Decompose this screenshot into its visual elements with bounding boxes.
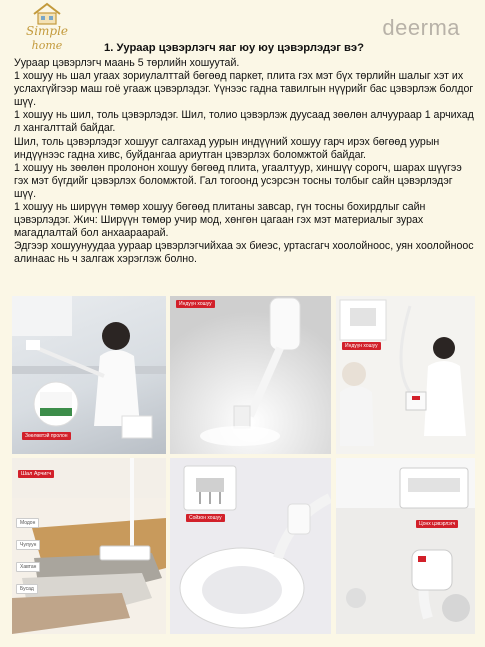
- tag-floor-type: Модон: [16, 518, 39, 528]
- photo-kitchen-cleaning: [12, 296, 166, 454]
- photo-window-cleaning: [336, 458, 475, 634]
- photo-toilet-cleaning: [170, 458, 331, 634]
- tag-wire-brush: Сойзон хошуу: [186, 514, 225, 522]
- paragraph: Эдгээр хошуунуудаа уураар цэвэрлэгчийхаа эх биеэс, уртасгагч хоолойноос, уян хоолойноос алинаас нь ч залгаж хэрэглэж болно.: [14, 240, 474, 266]
- photo-garment-steam: [336, 296, 475, 454]
- house-icon: [32, 2, 62, 26]
- tag-floor-brush: Шал Арчигч: [18, 470, 54, 478]
- paragraph: Шил, толь цэвэрлэдэг хошууг салгахад уурын индүүний хошуу гарч ирэх бөгөөд уурын индүүнээс гадна хивс, буйдангаа ариутган цэвэрлэх боломжтой байдаг.: [14, 135, 440, 161]
- paragraph: 1 хошуу нь зөөлөн пролонон хошуу бөгөөд плита, угаалтуур, хиншүү сорогч, шарах шүүгээ гэх мэт бүгдийг цэвэрлэх боломжтой. Гал тогоонд усэрсэн тосны толбыг сайн цэвэрлэдэг шүү.: [14, 161, 462, 200]
- tag-iron-head: Индүүн хошуу: [176, 300, 215, 308]
- logo-text-line1: Simple: [25, 24, 69, 38]
- page-title: 1. Уураар цэвэрлэгч яаг юу юу цэвэрлэдэг вэ?: [104, 42, 364, 54]
- photo-carpet-steam: [170, 296, 331, 454]
- logo-text-line2: home: [31, 39, 63, 52]
- tag-iron-head-2: Индүүн хошуу: [342, 342, 381, 350]
- paragraph: Уураар цэвэрлэгч маань 5 төрлийн хошуутай.: [14, 57, 240, 69]
- brand-logo: deerma: [382, 15, 460, 40]
- tag-floor-type: Чулуун: [16, 540, 40, 550]
- tag-floor-type: Хавтан: [16, 562, 40, 572]
- paragraph: 1 хошуу нь шал угаах зориулалттай бөгөөд паркет, плита гэх мэт бүх төрлийн шалыг хэт их услахгүйгээр маш гоё угааж цэвэрлэдэг. Үүнээс гадна тавилгын нүүрийг бас цэвэрлэж болдог шүү.: [14, 70, 474, 109]
- tag-window-head: Цонх цэвэрлэгч: [416, 520, 458, 528]
- simple-home-logo: [14, 2, 80, 56]
- paragraph: 1 хошуу нь ширүүн төмөр хошуу бөгөөд плитаны завсар, гүн тосны бохирдлыг сайн цэвэрлэдэг. Жич: Ширүүн төмөр учир мод, хөнгөн цагаан гэх мэт материалыг зурах магадлалтай бол анхаараарай.: [14, 201, 426, 240]
- body-text: [14, 57, 476, 267]
- paragraph: 1 хошуу нь шил, толь цэвэрлэдэг. Шил, толио цэвэрлэж дуусаад зөөлөн алчуураар 1 арчихад л хангалттай байдаг.: [14, 109, 474, 135]
- tag-soft-brush: Зөөлөвтэй пролон: [22, 432, 71, 440]
- photo-floor-mop: [12, 458, 166, 634]
- tag-floor-type: Бусад: [16, 584, 38, 594]
